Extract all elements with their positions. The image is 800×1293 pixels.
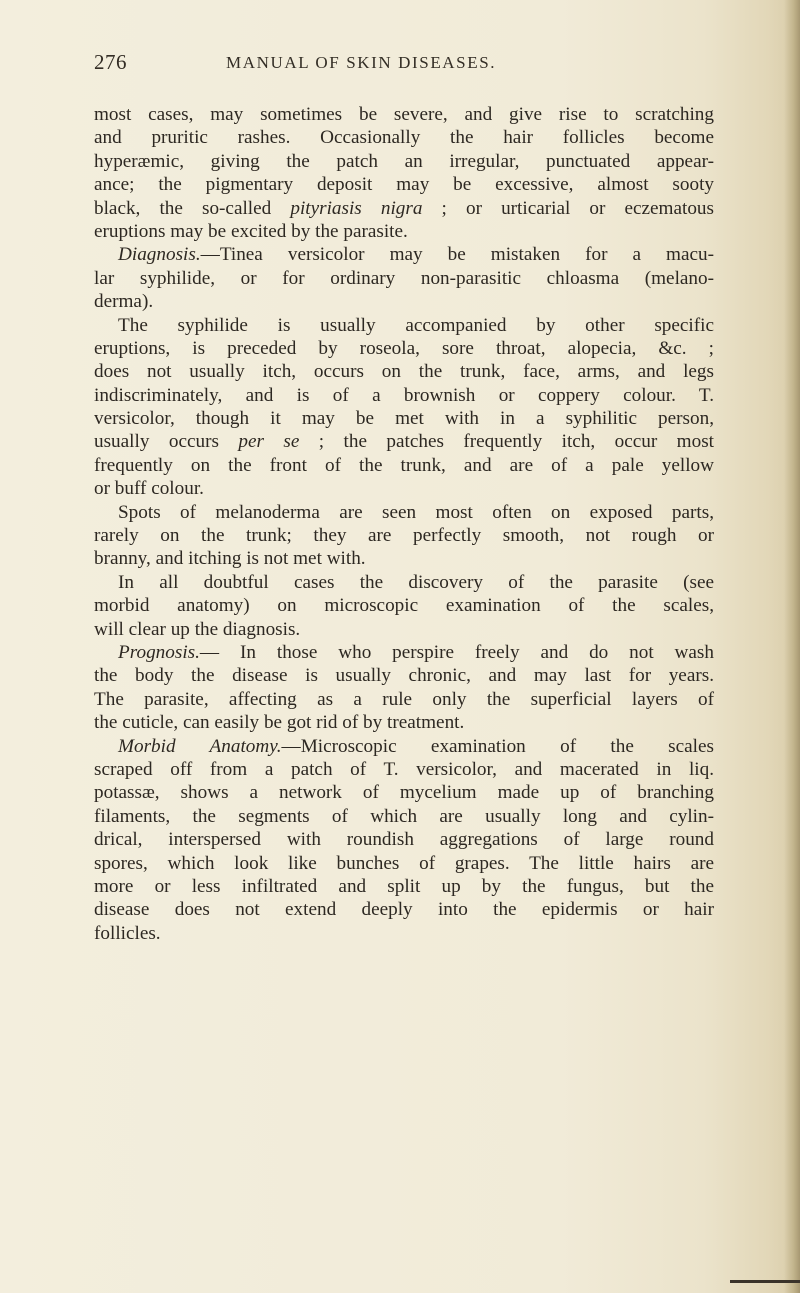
text-line: [94, 735, 714, 758]
text-run: spores, which look like bunches of grapes. The little hairs are: [94, 852, 714, 874]
italic-text: Morbid Anatomy.: [118, 735, 282, 757]
text-run: more or less infiltrated and split up by the fungus, but the: [94, 875, 714, 897]
text-line: [94, 243, 714, 266]
text-run: filaments, the segments of which are usually long and cylin-: [94, 805, 714, 827]
text-line: [94, 852, 714, 875]
text-run: —Tinea versicolor may be mistaken for a macu-: [200, 244, 714, 266]
page-edge-shadow: [784, 0, 800, 1293]
text-line: [94, 407, 714, 430]
text-line: [94, 126, 714, 149]
text-line: [94, 150, 714, 173]
text-run: versicolor, though it may be met with in a syphilitic person,: [94, 408, 714, 430]
text-run: follicles.: [94, 922, 161, 944]
text-line: [94, 664, 714, 687]
text-run: most cases, may sometimes be severe, and give rise to scratching: [94, 104, 714, 125]
text-run: the body the disease is usually chronic, and may last for years.: [94, 665, 714, 687]
text-line: [94, 547, 714, 570]
text-run: hyperæmic, giving the patch an irregular, punctuated appear-: [94, 150, 714, 172]
text-run: the cuticle, can easily be got rid of by treatment.: [94, 712, 465, 734]
running-title: MANUAL OF SKIN DISEASES.: [226, 53, 497, 72]
text-run: scraped off from a patch of T. versicolor, and macerated in liq.: [94, 758, 714, 780]
text-line: [94, 337, 714, 360]
text-line: [94, 641, 714, 664]
text-line: [94, 922, 714, 945]
text-line: [94, 384, 714, 407]
text-line: [94, 430, 714, 453]
text-line: [94, 805, 714, 828]
text-line: [94, 711, 714, 734]
text-run: ; the patches frequently itch, occur most: [299, 431, 714, 453]
text-run: — In those who perspire freely and do not wash: [199, 641, 714, 663]
text-line: [94, 314, 714, 337]
text-run: or buff colour.: [94, 478, 204, 500]
body-text: [94, 103, 714, 945]
italic-text: pityriasis nigra: [290, 197, 423, 219]
text-run: drical, interspersed with roundish aggregations of large round: [94, 829, 714, 851]
text-run: branny, and itching is not met with.: [94, 548, 366, 570]
text-line: [94, 103, 714, 126]
text-run: derma).: [94, 291, 154, 313]
text-run: ; or urticarial or eczematous: [422, 197, 714, 219]
text-run: does not usually itch, occurs on the trunk, face, arms, and legs: [94, 361, 714, 383]
text-line: [94, 875, 714, 898]
text-run: The parasite, affecting as a rule only the superficial layers of: [94, 688, 714, 710]
italic-text: per se: [238, 431, 300, 453]
text-run: indiscriminately, and is of a brownish or coppery colour. T.: [94, 384, 714, 406]
text-line: [94, 501, 714, 524]
text-run: will clear up the diagnosis.: [94, 618, 301, 640]
text-run: potassæ, shows a network of mycelium made up of branching: [94, 782, 714, 804]
italic-text: Diagnosis.: [118, 244, 201, 266]
text-line: [94, 898, 714, 921]
text-line: [94, 781, 714, 804]
text-run: —Microscopic examination of the scales: [281, 735, 714, 757]
text-line: [94, 758, 714, 781]
text-run: morbid anatomy) on microscopic examination of the scales,: [94, 595, 714, 617]
text-line: [94, 477, 714, 500]
text-run: In all doubtful cases the discovery of the parasite (see: [118, 571, 714, 593]
text-line: [94, 828, 714, 851]
text-line: [94, 454, 714, 477]
text-line: [94, 688, 714, 711]
text-line: [94, 360, 714, 383]
text-run: frequently on the front of the trunk, and are of a pale yellow: [94, 454, 714, 476]
text-line: [94, 571, 714, 594]
page-bottom-rule: [730, 1280, 800, 1283]
text-run: disease does not extend deeply into the epidermis or hair: [94, 899, 714, 921]
running-header: [94, 50, 754, 86]
text-run: eruptions may be excited by the parasite.: [94, 220, 408, 242]
text-run: black, the so-called: [94, 197, 291, 219]
text-line: [94, 197, 714, 220]
text-run: ance; the pigmentary deposit may be excessive, almost sooty: [94, 174, 714, 196]
text-line: [94, 173, 714, 196]
text-line: [94, 290, 714, 313]
text-run: rarely on the trunk; they are perfectly smooth, not rough or: [94, 525, 714, 547]
text-line: [94, 267, 714, 290]
text-run: usually occurs: [94, 431, 239, 453]
text-line: [94, 524, 714, 547]
text-line: [94, 594, 714, 617]
text-line: [94, 618, 714, 641]
text-run: eruptions, is preceded by roseola, sore throat, alopecia, &c. ;: [94, 337, 714, 359]
text-run: and pruritic rashes. Occasionally the hair follicles become: [94, 127, 714, 149]
italic-text: Prognosis.: [118, 641, 200, 663]
text-run: Spots of melanoderma are seen most often on exposed parts,: [118, 501, 714, 523]
text-line: [94, 220, 714, 243]
page-number: 276: [94, 50, 127, 74]
text-run: The syphilide is usually accompanied by other specific: [118, 314, 714, 336]
text-run: lar syphilide, or for ordinary non-parasitic chloasma (melano-: [94, 267, 714, 289]
